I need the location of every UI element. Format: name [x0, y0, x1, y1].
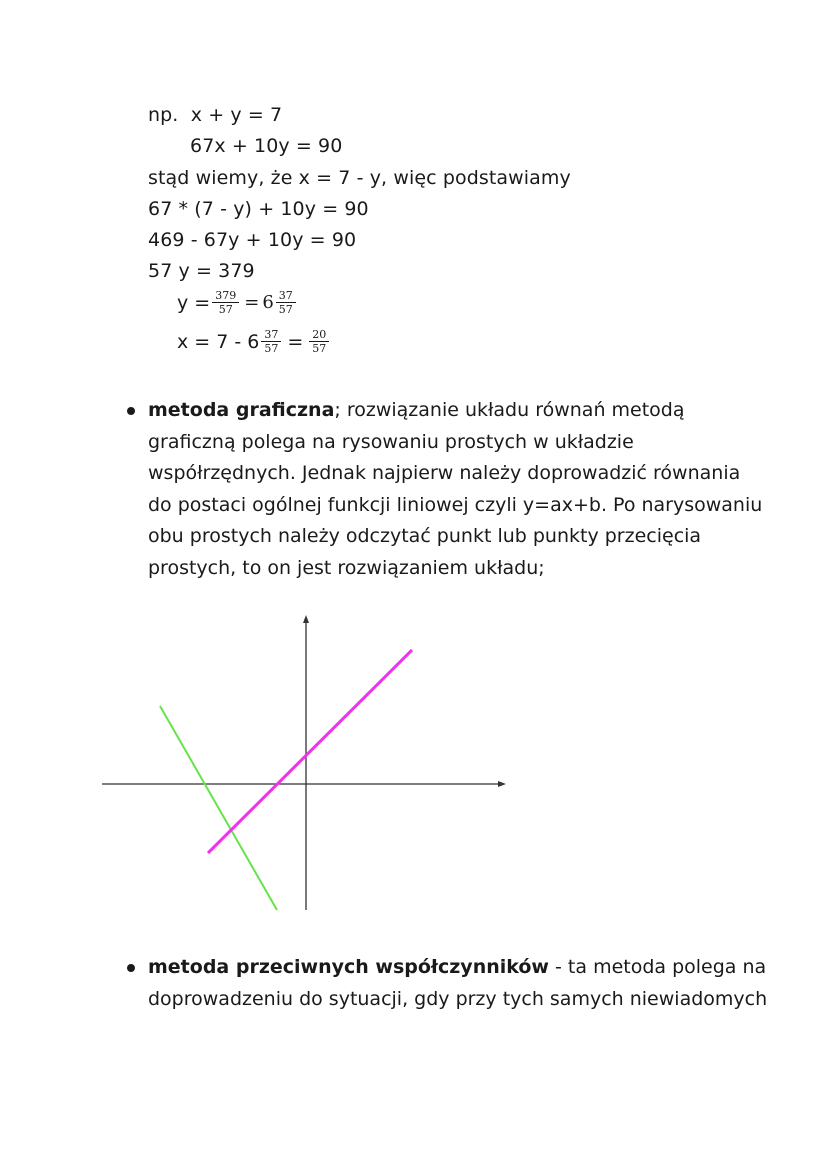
y-mixed-numerator: 37	[276, 289, 296, 303]
y-whole: 6	[262, 292, 274, 313]
step-simplified-equation: 57 y = 379	[148, 260, 255, 282]
bullet-opposite-method	[127, 964, 135, 972]
graphic-method-paragraph	[148, 395, 768, 584]
x-fraction-denominator: 57	[312, 342, 327, 355]
graphic-method-term: metoda graficzna	[148, 399, 335, 421]
opposite-method-text: - ta metoda polega na doprowadzeniu do sytuacji, gdy przy tych samych niewiadomych	[148, 956, 768, 1010]
example-prefix-line	[148, 103, 282, 127]
opposite-method-paragraph	[148, 952, 768, 1015]
bullet-graphic-method	[127, 407, 135, 415]
y-fraction-numerator: 379	[212, 289, 239, 303]
x-equals: =	[287, 330, 304, 353]
x-result-lhs: x = 7 - 6	[177, 330, 260, 353]
x-fraction	[309, 328, 329, 355]
step-expanded-equation: 469 - 67y + 10y = 90	[148, 229, 357, 251]
y-mixed-fraction	[276, 289, 296, 316]
opposite-method-term: metoda przeciwnych współczynników	[148, 956, 549, 978]
step-substitution-text: stąd wiemy, że x = 7 - y, więc podstawiamy	[148, 167, 571, 189]
x-result	[177, 328, 331, 355]
y-axis-arrow-icon	[303, 615, 309, 623]
x-axis-arrow-icon	[498, 781, 506, 787]
x-mixed-fraction	[261, 328, 281, 355]
example-prefix: np.	[148, 104, 179, 126]
y-mixed-denominator: 57	[278, 303, 293, 316]
y-fraction-denominator: 57	[218, 303, 233, 316]
y-result-lhs: y =	[177, 291, 211, 314]
magenta-line	[208, 650, 412, 853]
coordinate-graph	[0, 600, 828, 920]
step-substituted-equation: 67 * (7 - y) + 10y = 90	[148, 198, 369, 220]
equation-2: 67x + 10y = 90	[190, 135, 343, 157]
x-mixed-denominator: 57	[264, 342, 279, 355]
y-equals: =	[244, 292, 260, 313]
y-result	[177, 289, 298, 316]
green-line	[160, 706, 277, 910]
graphic-method-text: ; rozwiązanie układu równań metodą graficzną polega na rysowaniu prostych w układzie współrzędnych. Jednak najpierw należy doprowadzić równania do postaci ogólnej funkcji liniowej czyli y=ax+b. Po narysowaniu obu prostych należy odczytać punkt lub punkty przecięcia prostych, to on jest rozwiązaniem układu;	[148, 399, 763, 579]
equation-1: x + y = 7	[190, 104, 283, 126]
x-mixed-numerator: 37	[261, 328, 281, 342]
y-fraction	[212, 289, 239, 316]
x-fraction-numerator: 20	[309, 328, 329, 342]
